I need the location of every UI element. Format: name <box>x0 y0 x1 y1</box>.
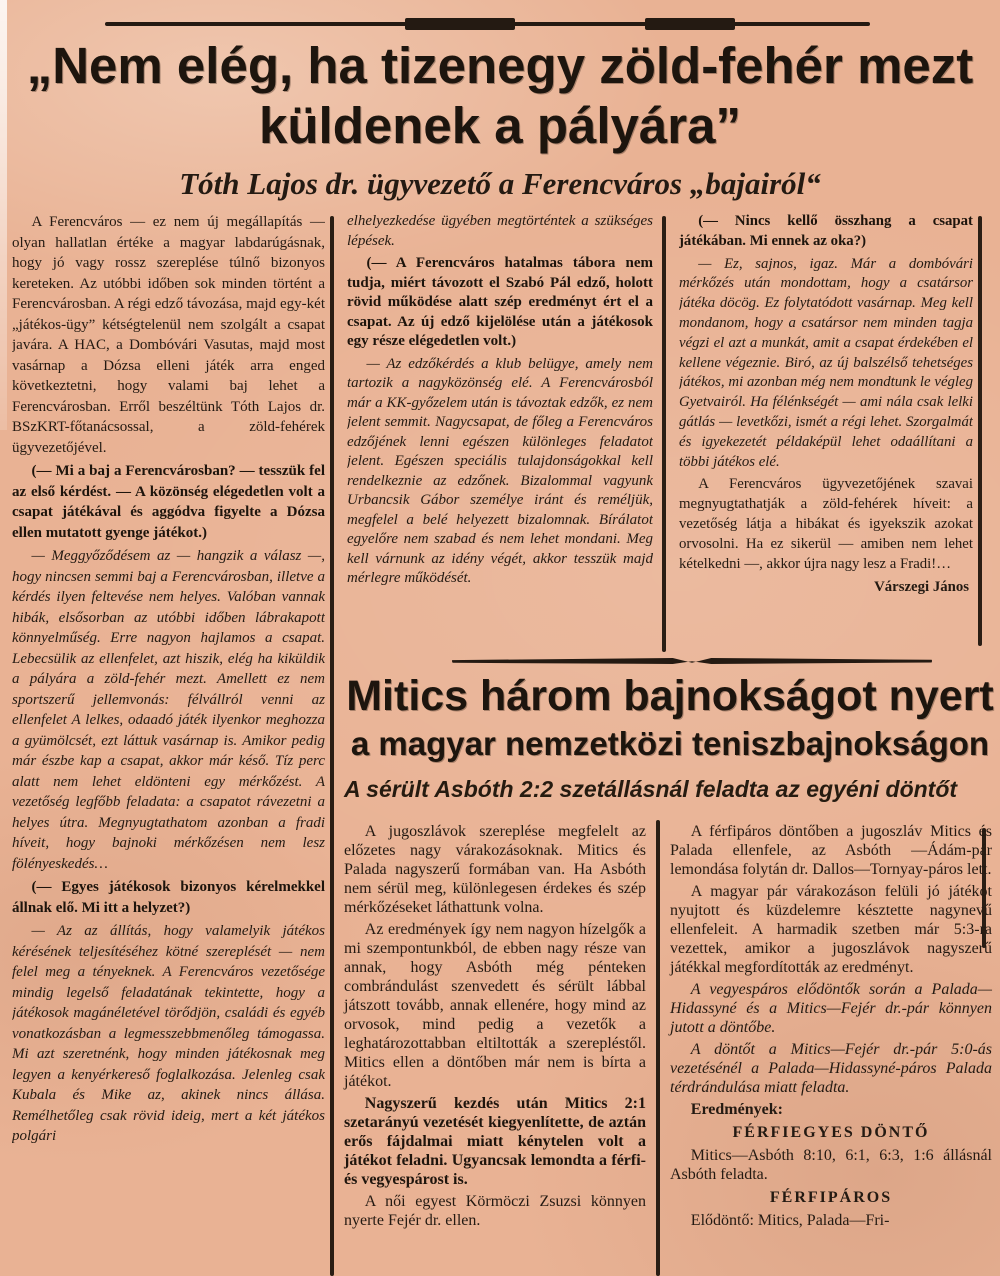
article2-column-rule <box>656 820 660 1276</box>
rule-thick-segment <box>645 18 735 30</box>
paragraph: — Az az állítás, hogy valamelyik játékos kérésének teljesítéséhez kötné szereplését — nem felel meg a tényeknek. A Ferencváros vezetősége mindig legelső feladatának tekintette, hogy a játékosok magánéletével törődjön, családi és egyéb vonatkozásban a legmesszebbmenőleg támogassa. Mi azt szeretnénk, hogy minden játékosnak meg legyen a kenyérkereső foglalkozása. Jelenleg csak Kubala és Mike az, akinek nincs állása. Remélhetőleg csak rövid ideig, mert a két játékos polgári <box>12 923 325 1144</box>
top-decorative-rule <box>105 22 870 26</box>
article2-column-2 <box>670 822 992 1233</box>
paragraph: Az eredmények így nem nagyon hízelgők a mi szempontunkból, de ebben nagy része van annak, hogy Asbóth még pénteken combrándulást szenvedett és sérült lábbal játszott tovább, annak ellenére, hogy mind az orvosok, mind pedig a vezetők a leghatározottabban eltiltották a szerepléstől. Mitics ellen a döntőben már nem is bírta a játékot. <box>344 921 646 1090</box>
paragraph: Nagyszerű kezdés után Mitics 2:1 szetarányú vezetését kiegyenlítette, de aztán erős fájdalmai miatt kénytelen volt a játékot feladni. Ugyancsak lemondta a férfi- és vegyespárost is. <box>344 1095 646 1188</box>
paragraph: Elődöntő: Mitics, Palada—Fri- <box>690 1212 890 1229</box>
paragraph: Mitics—Asbóth 8:10, 6:1, 6:3, 1:6 állásnál Asbóth feladta. <box>670 1147 992 1183</box>
paragraph: FÉRFIEGYES DÖNTŐ <box>732 1124 930 1141</box>
paragraph: A vegyespáros elődöntők során a Palada—Hidassyné és a Mitics—Fejér dr.-pár könnyen jutott a döntőbe. <box>670 981 992 1036</box>
paragraph: A magyar pár várakozáson felüli jó játékot nyujtott és küzdelemre késztette nagynevű ellenfeleit. A harmadik szetben már 5:3-ra vezettek, amikor a jugoszlávok nagyszerű játékkal megfordították az eredményt. <box>670 883 992 976</box>
article1-headline-line2: küldenek a pályára” <box>259 97 741 154</box>
paragraph: A férfipáros döntőben a jugoszláv Mitics és Palada ellenfele, az Asbóth —Ádám-pár lemondása folytán dr. Dallos—Tornyay-páros lett. <box>670 823 992 878</box>
article1-subhead: Tóth Lajos dr. ügyvezető a Ferencváros „bajairól“ <box>179 166 821 201</box>
paragraph: — Az edzőkérdés a klub belügye, amely nem tartozik a nagyközönség elé. A Ferencvárosból már a KK-győzelem után is távoztak edzők, ez nem jelent semmit. Nagycsapat, de főleg a Ferencváros edzőjének lenni egészen különleges feladatot jelent. Egészen speciális tulajdonságokkal kell rendelkeznie az edzőnek. Bizalommal vagyunk Urbancsik Gábor személye iránt és reméljük, megfelel a belé helyezett bizalomnak. Bírálatot egyelőre nem szabad és nem lehet mondani. Meg kell várnunk az idény végét, akkor tesszük majd mérlegre működését. <box>347 355 653 586</box>
paragraph: A döntőt a Mitics—Fejér dr.-pár 5:0-ás vezetésénél a Palada—Hidassyné-páros Palada térdrándulása miatt feladta. <box>670 1041 992 1096</box>
article1-column-3 <box>679 212 973 652</box>
column-rule-middle <box>662 216 666 652</box>
paragraph: (— Egyes játékosok bizonyos kérelmekkel állnak elő. Mi itt a helyzet?) <box>12 879 325 916</box>
article2-column-1 <box>344 822 646 1233</box>
article1-column-1 <box>12 212 325 1276</box>
paragraph: A női egyest Körmöczi Zsuzsi könnyen nyerte Fejér dr. ellen. <box>344 1193 646 1229</box>
paragraph: A Ferencváros ügyvezetőjének szavai megnyugtathatják a zöld-fehérek híveit: a vezetőség látja a hibákat és igyekszik azokat orvosolni. Ha ez sikerül — amiben nem lehet kételkedni —, akkor újra nagy lesz a Fradi!… <box>679 476 973 572</box>
paragraph: — Meggyőződésem az — hangzik a válasz —, hogy nincsen semmi baj a Ferencvárosban, illetve a kérdés ilyen feltevése nem helyes. Valóban vannak hibák, elsősorban az utóbbi időben lábrakapott könnyelműség. Erre nagyon hajlamos a csapat. Lebecsülik az ellenfelet, azt hiszik, elég ha kiküldik a pályára a zöld-fehér mezt. Amellett ez nem sportszerű jellemvonás: félvállról venni az ellenfelet A lelkes, odaadó játék ilyenkor meghozza a gyümölcsét, ezt láttuk vasárnap is. Amikor pedig már észbe kap a csapat, akkor már késő. Tíz perc alatt nem lehet eldönteni egy mérkőzést. A vezetőség legfőbb feladata: a csapatot rávezetni a helyes útra. Megnyugtathatom azonban a fradi híveit, hogy bajnoki mérkőzésen nem lesz fölényeskedés… <box>12 548 325 872</box>
paragraph: Várszegi János <box>874 579 969 596</box>
paragraph: (— A Ferencváros hatalmas tábora nem tudja, miért távozott el Szabó Pál edző, holott rövid működése alatt szép eredményt ért el a csapat. Az új edző kijelölése után a játékosok egy része elégedetlen volt.) <box>347 255 653 349</box>
column-rule-right <box>978 216 982 646</box>
paragraph: — Ez, sajnos, igaz. Már a dombóvári mérkőzés után mondottam, hogy a csatársor játéka döcög. Ez folytatódott vasárnap. Meg kell mondanom, hogy a csatársor nem minden tagja végzi el azt a munkát, amit a csapat érdekében el kellene végeznie. Biró, az új balszélső tehetséges játékos, mi azonban még nem mondtunk le végleg Gyetvairól. Ha félénkségét — ami nála csak lelki gátlás — levetkőzi, ismét a régi lehet. Szorgalmát és igyekezetét példaképül lehet odaállítani a többi játékos elé. <box>679 255 973 470</box>
paragraph: A jugoszlávok szereplése megfelelt az előzetes nagy várakozásoknak. Mitics és Palada nagyszerű formában van. Ha Asbóth nem sérül meg, különlegesen érdekes és szép mérkőzéseket láthattunk volna. <box>344 823 646 916</box>
paragraph: elhelyezkedése ügyében megtörténtek a szükséges lépések. <box>347 213 653 249</box>
article1-headline-line1: „Nem elég, ha tizenegy zöld-fehér mezt <box>26 37 974 94</box>
paragraph: FÉRFIPÁROS <box>769 1189 893 1206</box>
article-divider-rule <box>452 658 932 664</box>
rule-thick-segment <box>405 18 515 30</box>
article2 <box>340 650 1000 1276</box>
article2-headline-line1: Mitics három bajnokságot nyert <box>346 672 994 720</box>
paragraph: A Ferencváros — ez nem új megállapítás — olyan hallatlan értéke a magyar labdarúgásnak, hogy jó vagy rossz szereplése túlnő bizonyos kereteken. Az utóbbi időben sok minden történt a Ferencvárosban. A régi edző távozása, majd egy-két „játékos-ügy” kétségtelenül nem szolgált a csapat javára. A HAC, a Dombóvári Vasutas, majd most vasárnap a Dózsa elleni játék arra enged következtetni, hogy valami baj lehet a Ferencvárosban. Erről beszéltünk Tóth Lajos dr. BSzKRT-főtanácsossal, a zöld-fehérek ügyvezetőjével. <box>12 214 325 456</box>
article2-subhead: A sérült Asbóth 2:2 szetállásnál feladta az egyéni döntőt <box>344 776 958 802</box>
paragraph: (— Nincs kellő összhang a csapat játékában. Mi ennek az oka?) <box>679 213 973 249</box>
paragraph: Eredmények: <box>690 1101 783 1118</box>
paragraph: (— Mi a baj a Ferencvárosban? — tesszük fel az első kérdést. — A közönség elégedetlen volt a csapat játékával és aggódva figyelte a Dózsa ellen mutatott gyenge játékot.) <box>12 463 325 541</box>
article1-column-2 <box>347 212 653 652</box>
column-rule-left <box>330 216 334 1276</box>
article1-headline <box>0 36 1000 156</box>
article2-headline-line2: a magyar nemzetközi teniszbajnokságon <box>350 725 990 762</box>
